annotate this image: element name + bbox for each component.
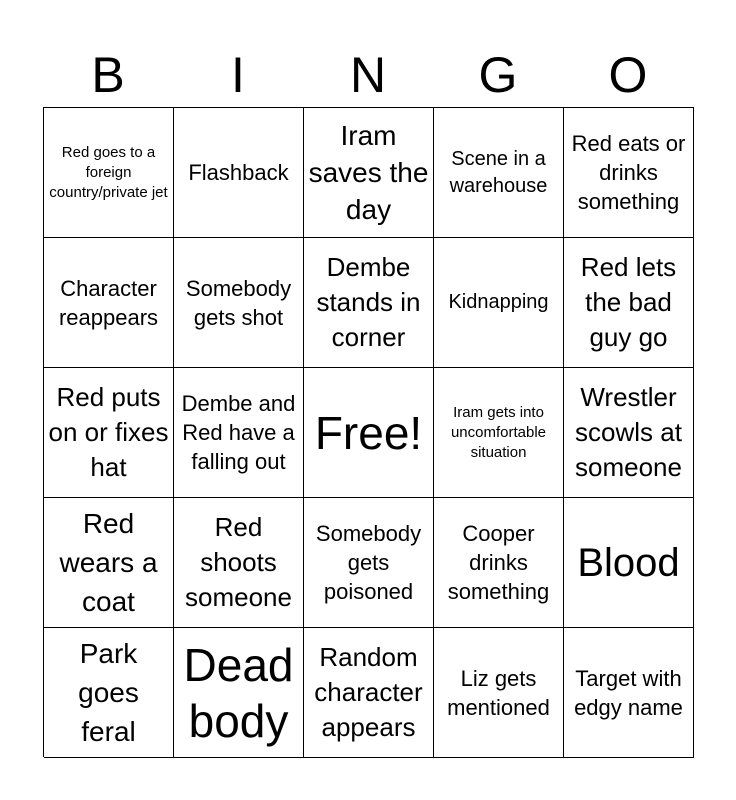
bingo-cell[interactable] [44,498,174,628]
cell-text: Flashback [188,160,289,185]
bingo-header [43,44,693,106]
cell-text: Dembe and Red have a falling out [181,391,296,474]
bingo-cell[interactable] [564,108,694,238]
header-letter-o: O [608,47,648,103]
cell-text: Somebody gets poisoned [315,521,422,604]
bingo-cell[interactable] [44,238,174,368]
cell-text: Liz gets mentioned [447,665,550,720]
free-space-text: Free! [314,406,423,459]
bingo-cell[interactable] [564,368,694,498]
bingo-cell[interactable] [304,238,434,368]
header-letter-n: N [349,47,387,103]
cell-text: Scene in a warehouse [449,147,548,197]
cell-text: Red eats or drinks something [571,131,686,214]
bingo-cell[interactable] [44,368,174,498]
bingo-cell[interactable] [434,368,564,498]
cell-text: Target with edgy name [574,665,683,720]
cell-text: Red goes to a foreign country/private jet [49,143,168,201]
cell-text: Red wears a coat [59,508,158,617]
header-letter-i: I [231,47,245,103]
cell-text: Somebody gets shot [185,275,292,330]
cell-text: Red puts on or fixes hat [48,382,169,482]
bingo-cell[interactable] [174,368,304,498]
bingo-cell[interactable] [304,108,434,238]
bingo-cell[interactable] [434,108,564,238]
cell-text: Character reappears [58,275,159,330]
bingo-cell[interactable] [564,238,694,368]
cell-text: Dead body [183,638,294,747]
bingo-cell[interactable] [174,108,304,238]
bingo-cell[interactable] [564,628,694,758]
cell-text: Blood [577,540,680,585]
bingo-grid [43,107,694,757]
bingo-cell[interactable] [44,628,174,758]
bingo-cell[interactable] [304,628,434,758]
cell-text: Iram saves the day [308,120,429,225]
cell-text: Dembe stands in corner [316,252,421,352]
bingo-cell[interactable] [434,498,564,628]
cell-text: Wrestler scowls at someone [575,382,682,482]
cell-text: Park goes feral [78,638,139,747]
header-letter-g: G [478,47,518,103]
bingo-cell[interactable] [434,238,564,368]
header-letter-b: B [91,47,125,103]
free-space-cell[interactable] [304,368,434,498]
bingo-cell[interactable] [174,238,304,368]
bingo-cell[interactable] [564,498,694,628]
cell-text: Red lets the bad guy go [580,252,677,352]
cell-text: Red shoots someone [185,512,292,612]
cell-text: Kidnapping [448,291,549,313]
bingo-cell[interactable] [304,498,434,628]
bingo-cell[interactable] [174,498,304,628]
cell-text: Random character appears [314,642,423,742]
bingo-cell[interactable] [174,628,304,758]
bingo-cell[interactable] [434,628,564,758]
cell-text: Cooper drinks something [447,521,550,604]
cell-text: Iram gets into uncomfortable situation [450,403,547,461]
bingo-cell[interactable] [44,108,174,238]
